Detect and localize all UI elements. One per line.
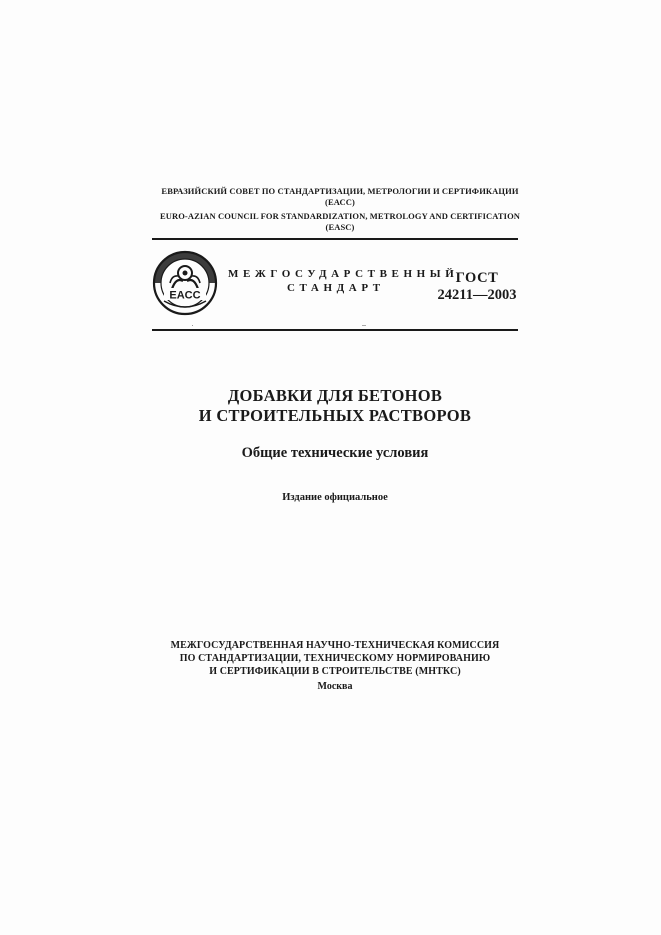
gost-number: 24211—2003 — [437, 287, 517, 303]
council-name-en — [150, 211, 530, 233]
top-rule — [152, 238, 518, 240]
bottom-rule — [152, 329, 518, 331]
easc-emblem-icon — [150, 249, 220, 317]
council-name-en-text: EURO-AZIAN COUNCIL FOR STANDARDIZATION, METROLOGY AND CERTIFICATION — [159, 211, 521, 221]
document-title-line1: ДОБАВКИ ДЛЯ БЕТОНОВ — [227, 386, 443, 405]
document-title — [150, 386, 520, 426]
publication-city: Москва — [317, 681, 353, 692]
document-title-line2: И СТРОИТЕЛЬНЫХ РАСТВОРОВ — [198, 406, 472, 425]
standard-type-line2: СТАНДАРТ — [287, 282, 385, 294]
gost-designation — [436, 270, 518, 304]
council-name-ru — [150, 186, 530, 208]
publisher-line1: МЕЖГОСУДАРСТВЕННАЯ НАУЧНО-ТЕХНИЧЕСКАЯ КОМИССИЯ — [170, 640, 500, 651]
council-abbr-ru: (ЕАСС) — [325, 197, 355, 207]
edition-note: Издание официальное — [282, 492, 388, 503]
council-name-ru-text: ЕВРАЗИЙСКИЙ СОВЕТ ПО СТАНДАРТИЗАЦИИ, МЕТРОЛОГИИ И СЕРТИФИКАЦИИ — [161, 186, 519, 196]
emblem-label: EACC — [169, 289, 201, 302]
standard-type — [228, 267, 459, 295]
document-subtitle: Общие технические условия — [241, 445, 429, 461]
publisher-line2: ПО СТАНДАРТИЗАЦИИ, ТЕХНИЧЕСКОМУ НОРМИРОВАНИЮ — [179, 653, 491, 664]
council-abbr-en: (EASC) — [325, 222, 355, 232]
standard-type-line1: МЕЖГОСУДАРСТВЕННЫЙ — [228, 268, 459, 280]
gost-label: ГОСТ — [455, 270, 499, 286]
publisher-name — [150, 639, 520, 678]
publisher-line3: И СЕРТИФИКАЦИИ В СТРОИТЕЛЬСТВЕ (МНТКС) — [209, 666, 461, 677]
thin-rule — [152, 325, 518, 326]
